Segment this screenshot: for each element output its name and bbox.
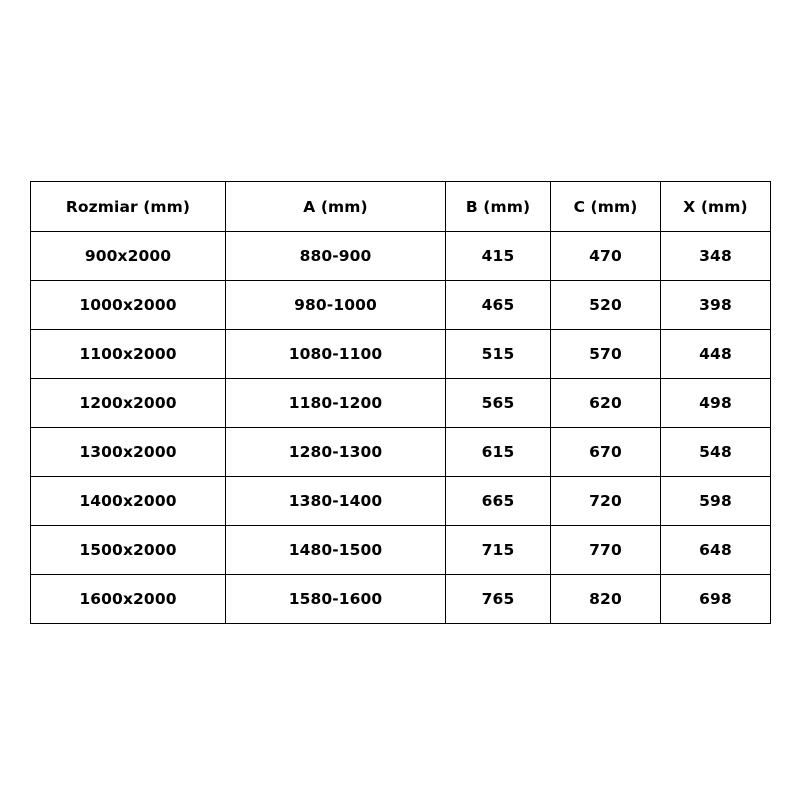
- cell-c: 520: [551, 281, 661, 330]
- cell-b: 415: [446, 232, 551, 281]
- size-table: [30, 181, 771, 624]
- column-header-b: B (mm): [446, 182, 551, 232]
- cell-c: 670: [551, 428, 661, 477]
- cell-x: 498: [661, 379, 771, 428]
- cell-a: 1280-1300: [226, 428, 446, 477]
- column-header-x: X (mm): [661, 182, 771, 232]
- table-body: [31, 232, 771, 624]
- cell-b: 765: [446, 575, 551, 624]
- cell-rozmiar: 1100x2000: [31, 330, 226, 379]
- cell-rozmiar: 1200x2000: [31, 379, 226, 428]
- cell-a: 980-1000: [226, 281, 446, 330]
- table-row: [31, 575, 771, 624]
- cell-x: 348: [661, 232, 771, 281]
- cell-a: 880-900: [226, 232, 446, 281]
- column-header-a: A (mm): [226, 182, 446, 232]
- cell-a: 1180-1200: [226, 379, 446, 428]
- cell-x: 698: [661, 575, 771, 624]
- cell-a: 1480-1500: [226, 526, 446, 575]
- table-header: [31, 182, 771, 232]
- cell-b: 715: [446, 526, 551, 575]
- cell-x: 548: [661, 428, 771, 477]
- table-row: [31, 281, 771, 330]
- size-table-container: [30, 181, 770, 624]
- column-header-rozmiar: Rozmiar (mm): [31, 182, 226, 232]
- cell-b: 565: [446, 379, 551, 428]
- cell-x: 598: [661, 477, 771, 526]
- table-row: [31, 232, 771, 281]
- cell-b: 515: [446, 330, 551, 379]
- cell-b: 615: [446, 428, 551, 477]
- cell-c: 770: [551, 526, 661, 575]
- cell-rozmiar: 1000x2000: [31, 281, 226, 330]
- table-row: [31, 526, 771, 575]
- cell-a: 1380-1400: [226, 477, 446, 526]
- cell-a: 1080-1100: [226, 330, 446, 379]
- cell-c: 720: [551, 477, 661, 526]
- cell-x: 648: [661, 526, 771, 575]
- table-row: [31, 330, 771, 379]
- cell-rozmiar: 1500x2000: [31, 526, 226, 575]
- cell-c: 470: [551, 232, 661, 281]
- cell-rozmiar: 1400x2000: [31, 477, 226, 526]
- cell-rozmiar: 900x2000: [31, 232, 226, 281]
- cell-x: 448: [661, 330, 771, 379]
- cell-c: 820: [551, 575, 661, 624]
- column-header-c: C (mm): [551, 182, 661, 232]
- cell-b: 665: [446, 477, 551, 526]
- cell-a: 1580-1600: [226, 575, 446, 624]
- cell-c: 570: [551, 330, 661, 379]
- table-row: [31, 379, 771, 428]
- cell-c: 620: [551, 379, 661, 428]
- table-header-row: [31, 182, 771, 232]
- cell-rozmiar: 1300x2000: [31, 428, 226, 477]
- cell-rozmiar: 1600x2000: [31, 575, 226, 624]
- cell-b: 465: [446, 281, 551, 330]
- cell-x: 398: [661, 281, 771, 330]
- table-row: [31, 428, 771, 477]
- table-row: [31, 477, 771, 526]
